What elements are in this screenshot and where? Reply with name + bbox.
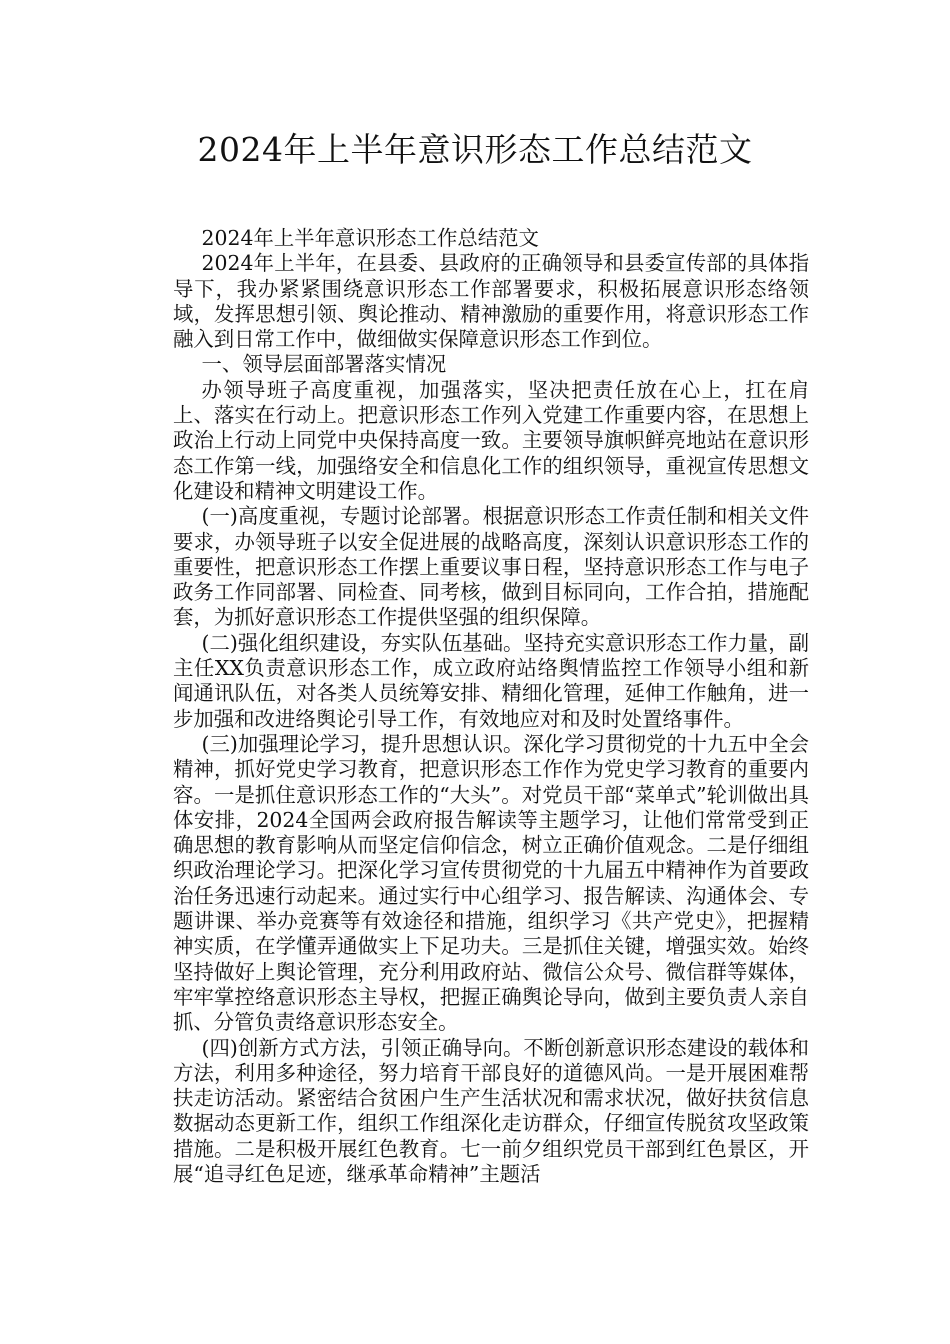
subtitle-line: 2024年上半年意识形态工作总结范文 xyxy=(201,226,539,250)
body-paragraph: (四)创新方式方法，引领正确导向。不断创新意识形态建设的载体和方法，利用多种途径，努力培育干部良好的道德风尚。一是开展困难帮扶走访活动。紧密结合贫困户生产生活状况和需求状况，做好扶贫信息数据动态更新工作，组织工作组深化走访群众，仔细宣传脱贫攻坚政策措施。二是积极开展红色教育。七一前夕组织党员干部到红色景区，开展“追寻红色足迹，继承革命精神”主题活 xyxy=(173,1035,809,1186)
body-paragraph: (三)加强理论学习，提升思想认识。深化学习贯彻党的十九五中全会精神，抓好党史学习教育，把意识形态工作作为党史学习教育的重要内容。一是抓住意识形态工作的“大头”。对党员干部“菜单式”轮训做出具体安排，2024全国两会政府报告解读等主题学习，让他们常常受到正确思想的教育影响从而坚定信仰信念，树立正确价值观念。二是仔细组织政治理论学习。把深化学习宣传贯彻党的十九届五中精神作为首要政治任务迅速行动起来。通过实行中心组学习、报告解读、沟通体会、专题讲课、举办竞赛等有效途径和措施，组织学习《共产党史》，把握精神实质，在学懂弄通做实上下足功夫。三是抓住关键，增强实效。始终坚持做好上舆论管理，充分利用政府站、微信公众号、微信群等媒体，牢牢掌控络意识形态主导权，把握正确舆论导向，做到主要负责人亲自抓、分管负责络意识形态安全。 xyxy=(173,731,809,1035)
body-paragraph: 办领导班子高度重视，加强落实，坚决把责任放在心上，扛在肩上、落实在行动上。把意识形态工作列入党建工作重要内容，在思想上政治上行动上同党中央保持高度一致。主要领导旗帜鲜亮地站在意识形态工作第一线，加强络安全和信息化工作的组织领导，重视宣传思想文化建设和精神文明建设工作。 xyxy=(173,377,809,503)
document-body xyxy=(173,226,809,1187)
document-title: 2024年上半年意识形态工作总结范文 xyxy=(197,130,753,169)
body-paragraph: (二)强化组织建设，夯实队伍基础。坚持充实意识形态工作力量，副主任XX负责意识形态工作，成立政府站络舆情监控工作领导小组和新闻通讯队伍，对各类人员统筹安排、精细化管理，延伸工作触角，进一步加强和改进络舆论引导工作，有效地应对和及时处置络事件。 xyxy=(173,630,809,731)
section-heading: 一、领导层面部署落实情况 xyxy=(201,352,447,377)
body-paragraph: (一)高度重视，专题讨论部署。根据意识形态工作责任制和相关文件要求，办领导班子以安全促进展的战略高度，深刻认识意识形态工作的重要性，把意识形态工作摆上重要议事日程，坚持意识形态工作与电子政务工作同部署、同检查、同考核，做到目标同向，工作合拍，措施配套，为抓好意识形态工作提供坚强的组织保障。 xyxy=(173,504,809,630)
intro-paragraph: 2024年上半年，在县委、县政府的正确领导和县委宣传部的具体指导下，我办紧紧围绕意识形态工作部署要求，积极拓展意识形态络领域，发挥思想引领、舆论推动、精神激励的重要作用，将意识形态工作融入到日常工作中，做细做实保障意识形态工作到位。 xyxy=(173,251,809,352)
